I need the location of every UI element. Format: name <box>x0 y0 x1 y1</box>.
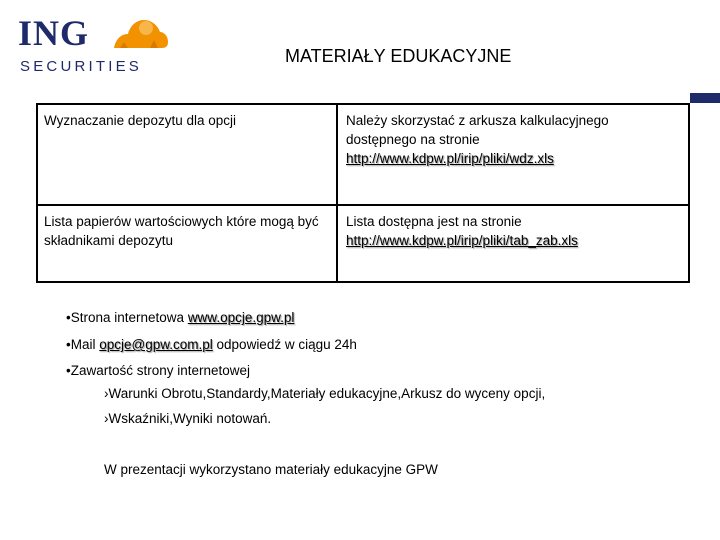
footer-note: W prezentacji wykorzystano materiały edukacyjne GPW <box>104 462 438 477</box>
table-row <box>38 105 688 206</box>
sub-bullet: ›Wskaźniki,Wyniki notowań. <box>104 411 272 426</box>
tab-zab-xls-link[interactable]: http://www.kdpw.pl/irip/pliki/tab_zab.xls <box>346 233 578 248</box>
table-cell-value <box>338 206 688 283</box>
cell-text: Lista dostępna jest na stronie <box>346 214 522 229</box>
bullet-text: •Zawartość strony internetowej <box>66 363 251 378</box>
bullet-text: odpowiedź w ciągu 24h <box>216 337 357 352</box>
mail-link[interactable]: opcje@gpw.com.pl <box>99 337 213 352</box>
table-cell-label: Lista papierów wartościowych które mogą być składnikami depozytu <box>38 206 338 283</box>
wdz-xls-link[interactable]: http://www.kdpw.pl/irip/pliki/wdz.xls <box>346 151 554 166</box>
page-title: MATERIAŁY EDUKACYJNE <box>285 46 512 66</box>
accent-bar <box>690 93 720 103</box>
bullet-content <box>66 362 250 380</box>
logo-subtitle: SECURITIES <box>20 58 143 75</box>
website-link[interactable]: www.opcje.gpw.pl <box>187 310 295 325</box>
bullet-text: •Mail <box>66 337 96 352</box>
info-table <box>36 103 690 283</box>
cell-text: Należy skorzystać z arkusza kalkulacyjnego dostępnego na stronie <box>346 113 609 147</box>
bullet-text: •Strona internetowa <box>66 310 185 325</box>
bullet-website <box>66 309 294 327</box>
lion-icon <box>110 10 170 52</box>
table-cell-value <box>338 105 688 204</box>
sub-bullet: ›Warunki Obrotu,Standardy,Materiały edukacyjne,Arkusz do wyceny opcji, <box>104 386 546 401</box>
logo-brand: ING <box>18 13 90 53</box>
bullet-mail <box>66 336 357 354</box>
ing-logo <box>18 8 178 74</box>
table-cell-label: Wyznaczanie depozytu dla opcji <box>38 105 338 204</box>
table-row <box>38 206 688 283</box>
